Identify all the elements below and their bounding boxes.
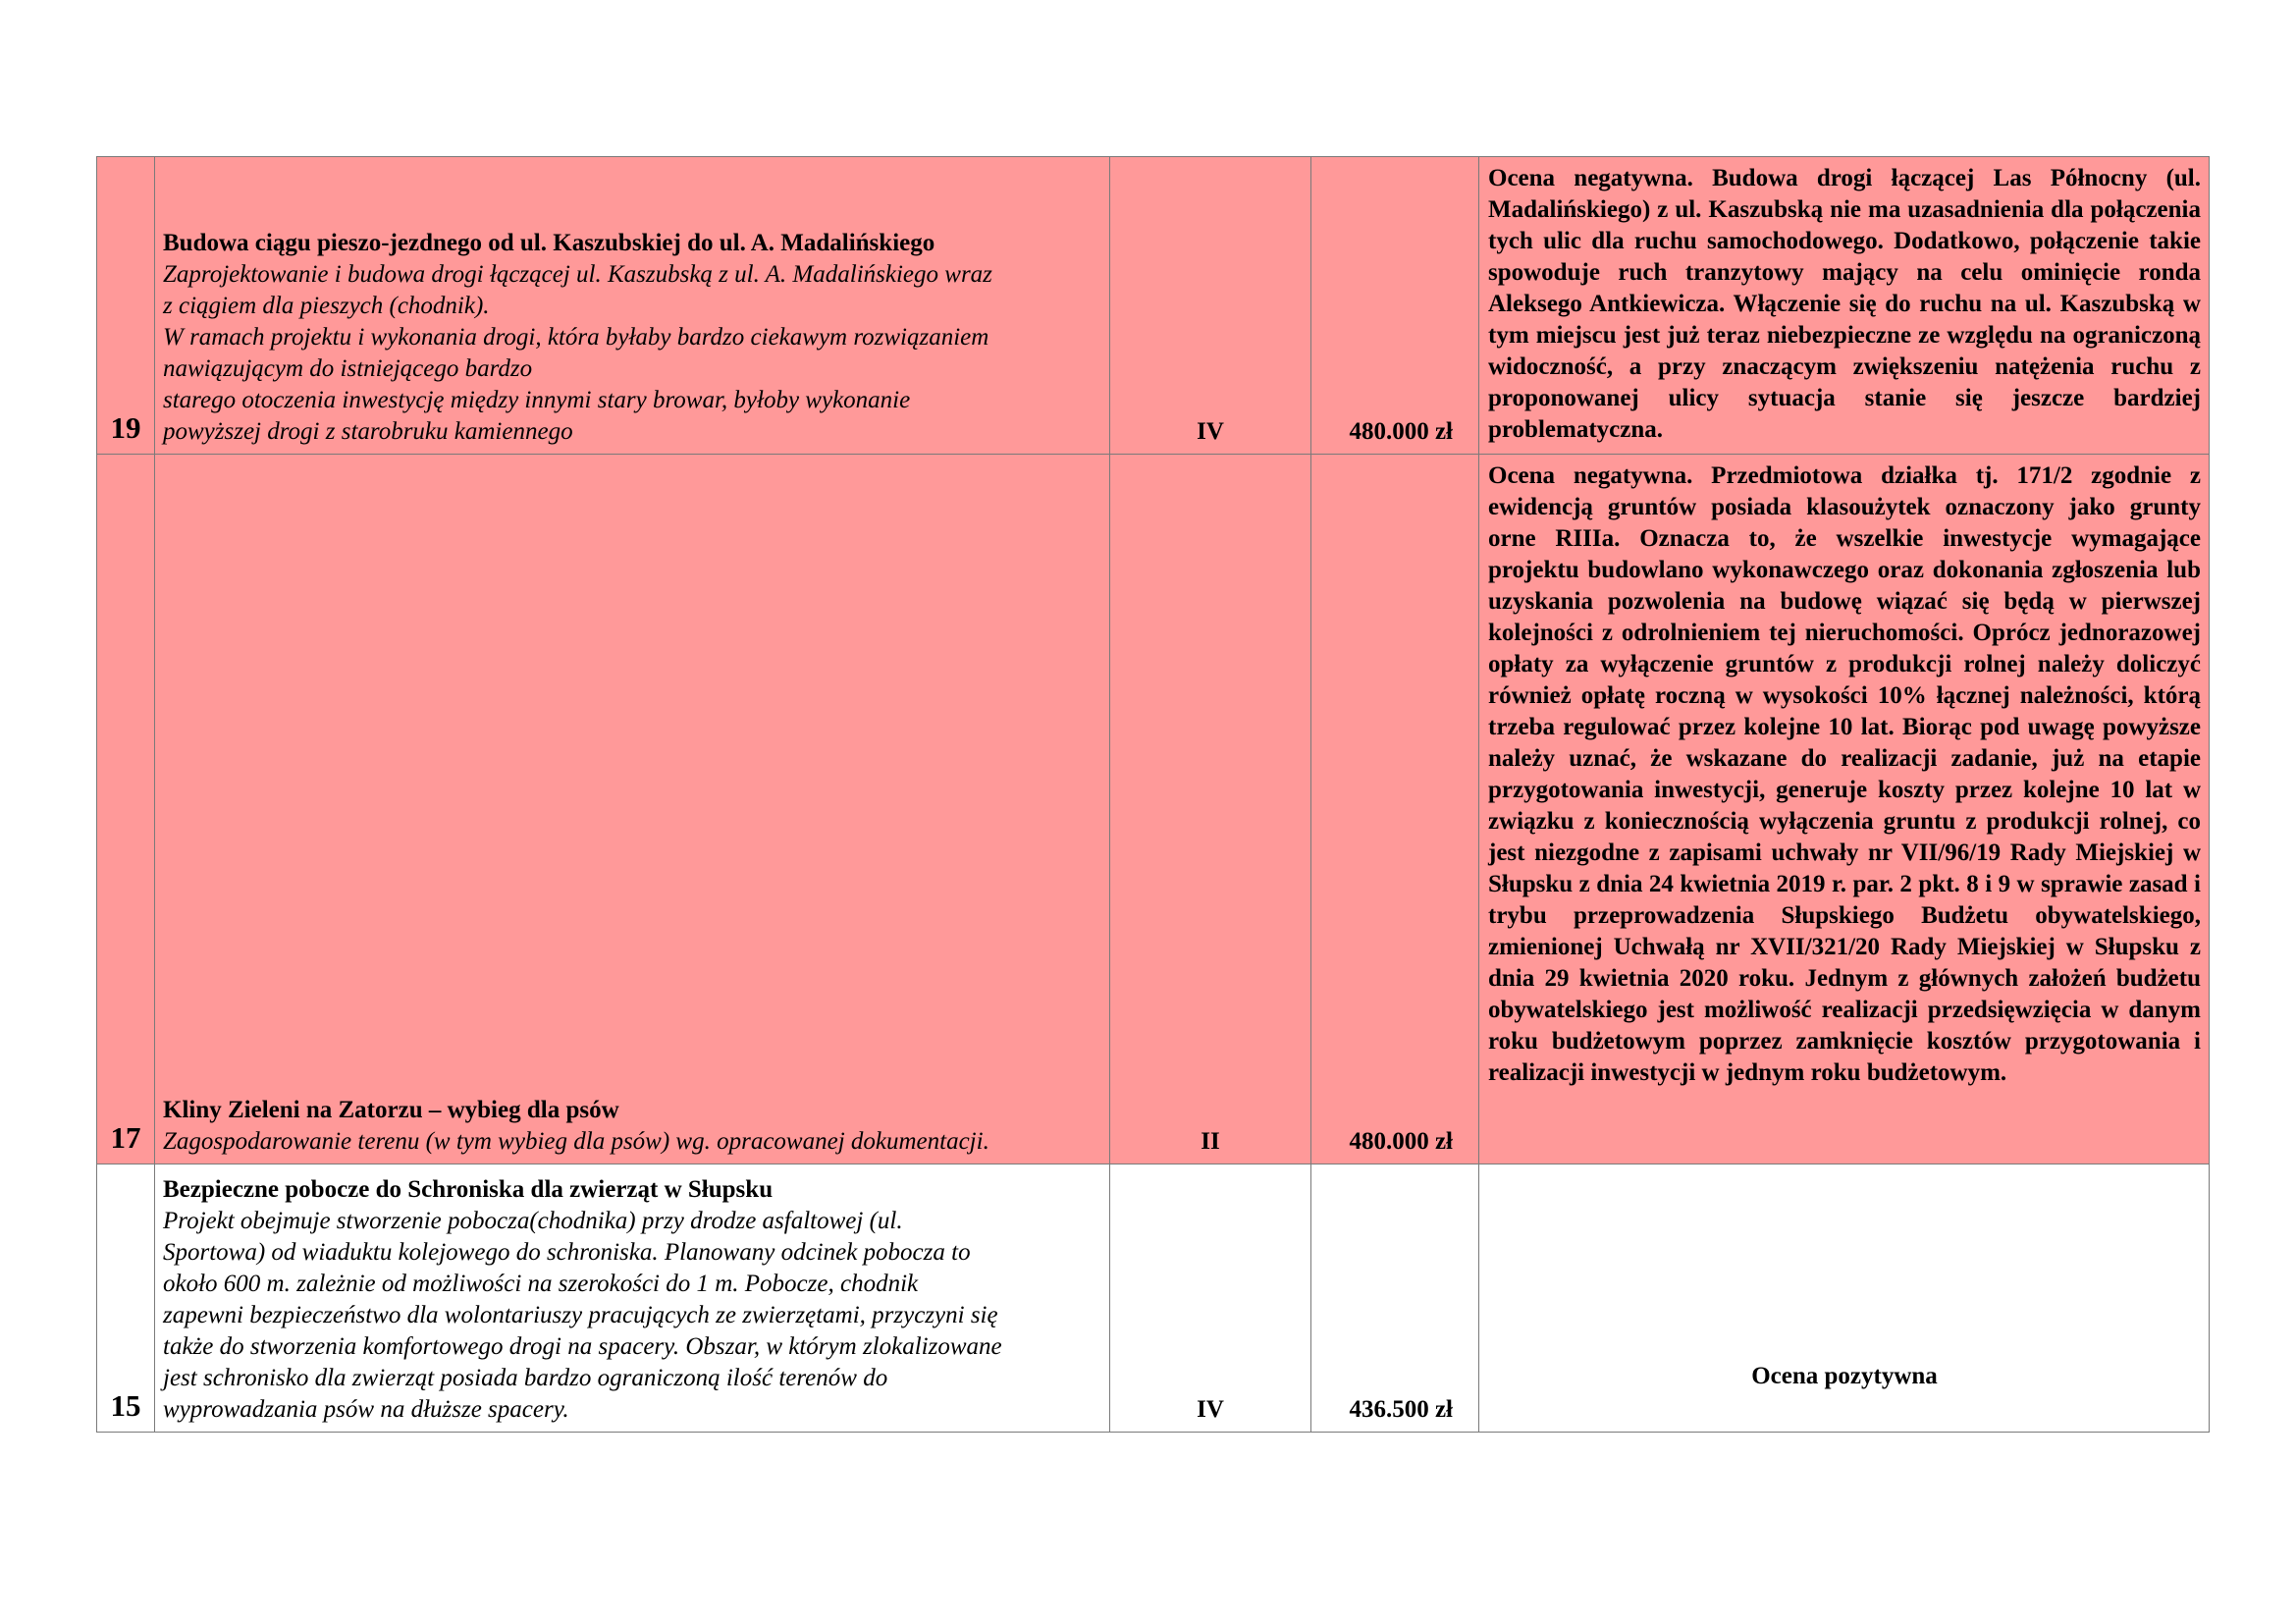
project-details <box>163 1206 1097 1426</box>
table-row <box>97 455 2210 1164</box>
detail-line: z ciągiem dla pieszych (chodnik). <box>163 293 490 319</box>
project-description <box>155 1164 1110 1433</box>
detail-line: zapewni bezpieczeństwo dla wolontariuszy pracujących ze zwierzętami, przyczyni się <box>163 1302 998 1328</box>
table-row <box>97 157 2210 455</box>
project-title: Budowa ciągu pieszo-jezdnego od ul. Kaszubskiej do ul. A. Madalińskiego <box>163 230 935 256</box>
detail-line: także do stworzenia komfortowego drogi na spacery. Obszar, w którym zlokalizowane <box>163 1333 1002 1360</box>
projects-table <box>96 156 2210 1433</box>
detail-line: wyprowadzania psów na dłuższe spacery. <box>163 1396 569 1423</box>
project-description <box>155 157 1110 455</box>
project-number: 17 <box>97 455 155 1164</box>
project-title: Bezpieczne pobocze do Schroniska dla zwierząt w Słupsku <box>163 1176 774 1203</box>
detail-line: W ramach projektu i wykonania drogi, która byłaby bardzo ciekawym rozwiązaniem <box>163 324 989 351</box>
detail-line: powyższej drogi z starobruku kamiennego <box>163 418 573 445</box>
table-row <box>97 1164 2210 1433</box>
detail-line: starego otoczenia inwestycję między innymi stary browar, byłoby wykonanie <box>163 387 911 413</box>
project-details <box>163 1126 1097 1158</box>
project-cost: 480.000 zł <box>1311 455 1479 1164</box>
project-title: Kliny Zieleni na Zatorzu – wybieg dla psów <box>163 1097 619 1123</box>
detail-line: jest schronisko dla zwierząt posiada bardzo ograniczoną ilość terenów do <box>163 1365 888 1391</box>
project-cost: 436.500 zł <box>1311 1164 1479 1433</box>
project-district: II <box>1110 455 1311 1164</box>
detail-line: Zagospodarowanie terenu (w tym wybieg dla psów) wg. opracowanej dokumentacji. <box>163 1128 989 1155</box>
project-district: IV <box>1110 157 1311 455</box>
detail-line: Projekt obejmuje stworzenie pobocza(chodnika) przy drodze asfaltowej (ul. <box>163 1208 903 1234</box>
detail-line: około 600 m. zależnie od możliwości na szerokości do 1 m. Pobocze, chodnik <box>163 1271 919 1297</box>
project-opinion: Ocena negatywna. Przedmiotowa działka tj. 171/2 zgodnie z ewidencją gruntów posiada klasoużytek oznaczony jako grunty orne RIIIa. Oznacza to, że wszelkie inwestycje wymagające projektu budowlano wykonawczego oraz dokonania zgłoszenia lub uzyskania pozwolenia na budowę wiązać się będą w pierwszej kolejności z odrolnieniem tej nieruchomości. Oprócz jednorazowej opłaty za wyłączenie gruntów z produkcji rolnej należy doliczyć również opłatę roczną w wysokości 10% łącznej należności, którą trzeba regulować przez kolejne 10 lat. Biorąc pod uwagę powyższe należy uznać, że wskazane do realizacji zadanie, już na etapie przygotowania inwestycji, generuje koszty przez kolejne 10 lat w związku z koniecznością wyłączenia gruntu z produkcji rolnej, co jest niezgodne z zapisami uchwały nr VII/96/19 Rady Miejskiej w Słupsku z dnia 24 kwietnia 2019 r. par. 2 pkt. 8 i 9 w sprawie zasad i trybu przeprowadzenia Słupskiego Budżetu obywatelskiego, zmienionej Uchwałą nr XVII/321/20 Rady Miejskiej w Słupsku z dnia 29 kwietnia 2020 roku. Jednym z głównych założeń budżetu obywatelskiego jest możliwość realizacji przedsięwzięcia w danym roku budżetowym poprzez zamknięcie kosztów przygotowania i realizacji inwestycji w jednym roku budżetowym. <box>1479 455 2210 1164</box>
project-number: 15 <box>97 1164 155 1433</box>
project-cost: 480.000 zł <box>1311 157 1479 455</box>
project-details <box>163 259 1097 448</box>
project-opinion: Ocena pozytywna <box>1479 1164 2210 1433</box>
project-description <box>155 455 1110 1164</box>
project-number: 19 <box>97 157 155 455</box>
detail-line: Zaprojektowanie i budowa drogi łączącej ul. Kaszubską z ul. A. Madalińskiego wraz <box>163 261 992 288</box>
detail-line: Sportowa) od wiaduktu kolejowego do schroniska. Planowany odcinek pobocza to <box>163 1239 971 1266</box>
project-opinion: Ocena negatywna. Budowa drogi łączącej Las Północny (ul. Madalińskiego) z ul. Kaszubską nie ma uzasadnienia dla połączenia tych ulic dla ruchu samochodowego. Dodatkowo, połączenie takie spowoduje ruch tranzytowy mający na celu ominięcie ronda Aleksego Antkiewicza. Włączenie się do ruchu na ul. Kaszubską w tym miejscu jest już teraz niebezpieczne ze względu na ograniczoną widoczność, a przy znaczącym zwiększeniu natężenia ruchu z proponowanej ulicy sytuacja stanie się jeszcze bardziej problematyczna. <box>1479 157 2210 455</box>
detail-line: nawiązującym do istniejącego bardzo <box>163 355 533 382</box>
project-district: IV <box>1110 1164 1311 1433</box>
